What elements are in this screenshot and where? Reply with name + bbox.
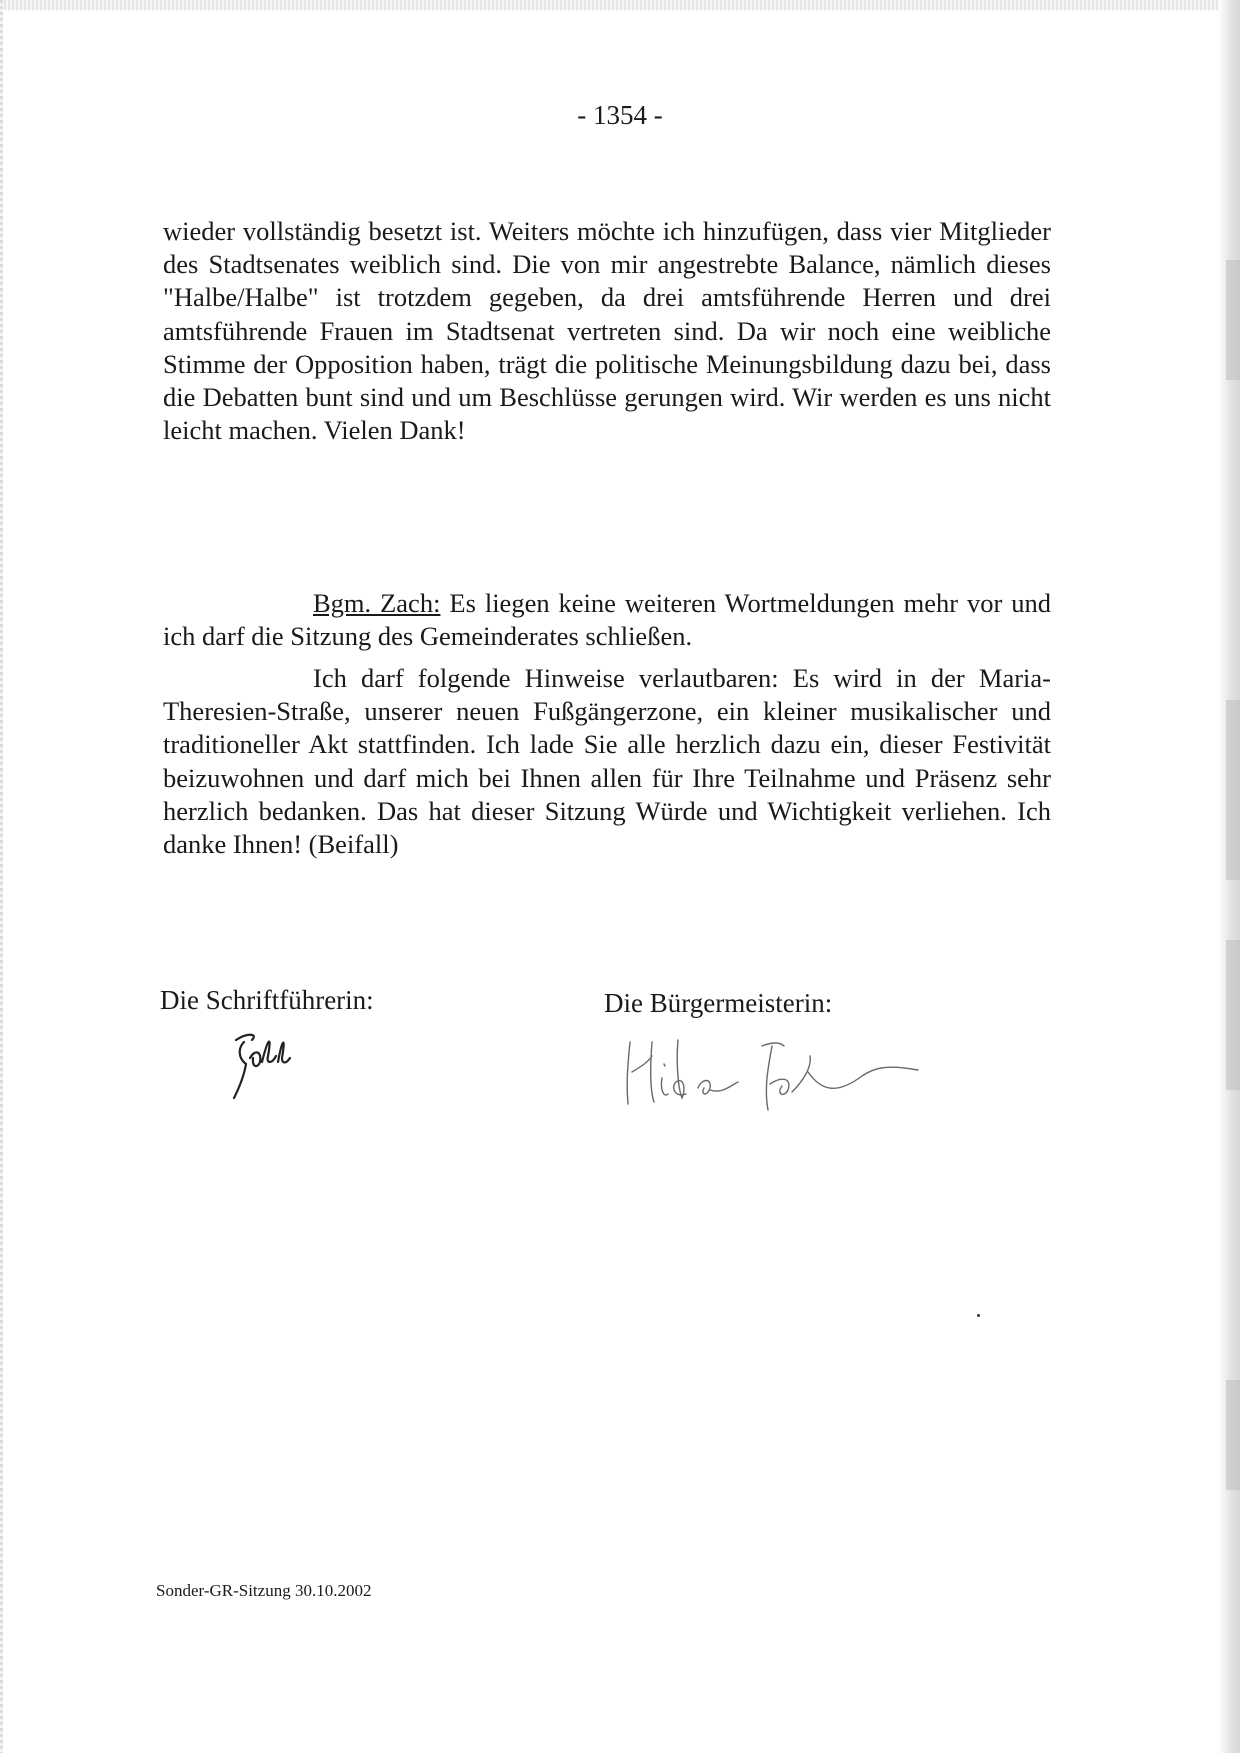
right-signature <box>612 1032 932 1122</box>
paragraph-3 <box>163 662 1051 861</box>
page-number: - 1354 - <box>577 100 663 130</box>
paragraph-2-text: Es liegen keine weiteren Wortmeldungen mehr vor und ich darf die Sitzung des Gemeinderates schließen. <box>163 588 1051 652</box>
scan-edge-right <box>1218 0 1240 1753</box>
paragraph-3-text: Ich darf folgende Hinweise verlautbaren: Es wird in der Maria-Theresien-Straße, unserer neuen Fußgängerzone, ein kleiner musikalischer und traditioneller Akt stattfinden. Ich lade Sie alle herzlich dazu ein, dieser Festivität beizuwohnen und darf mich bei Ihnen allen für Ihre Teilnahme und Präsenz sehr herzlich bedanken. Das hat dieser Sitzung Würde und Wichtigkeit verliehen. Ich danke Ihnen! (Beifall) <box>163 663 1051 860</box>
scan-edge-top <box>0 0 1240 10</box>
footer: Sonder-GR-Sitzung 30.10.2002 <box>156 1581 372 1600</box>
paragraph-2 <box>163 587 1051 653</box>
right-signature-label: Die Bürgermeisterin: <box>604 988 833 1018</box>
speck <box>977 1314 980 1317</box>
speaker-name: Bgm. Zach: <box>313 588 441 618</box>
paragraph-1: wieder vollständig besetzt ist. Weiters möchte ich hinzufügen, dass vier Mitglieder des Stadtsenates weiblich sind. Die von mir angestrebte Balance, nämlich dieses "Halbe/Halbe" ist trotzdem gegeben, da drei amtsführende Herren und drei amtsführende Frauen im Stadtsenat vertreten sind. Da wir noch eine weibliche Stimme der Opposition haben, trägt die politische Meinungsbildung dazu bei, dass die Debatten bunt sind und um Beschlüsse gerungen wird. Wir werden es uns nicht leicht machen. Vielen Dank! <box>163 216 1051 446</box>
left-signature-label: Die Schriftführerin: <box>160 985 374 1015</box>
left-signature <box>222 1028 292 1108</box>
scan-edge-left <box>0 0 3 1753</box>
